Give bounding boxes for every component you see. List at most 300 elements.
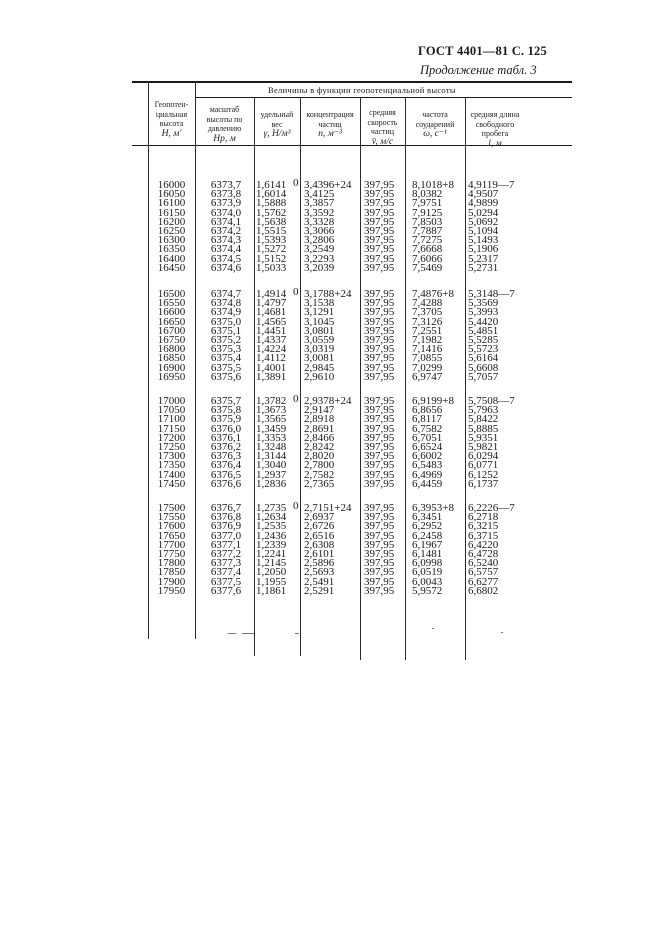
table-cell: 6375,4	[210, 352, 242, 365]
table-cell: 5,2317	[468, 252, 499, 265]
table-cell: 6375,9	[210, 413, 242, 426]
table-cell: 1,4681	[256, 306, 287, 319]
table-cell: 2,6937	[304, 511, 335, 524]
table-cell: 16950	[157, 370, 186, 383]
table-cell: 1,5762	[256, 206, 287, 219]
table-cell: 397,95	[364, 468, 395, 481]
table-cell: 16550	[157, 297, 186, 310]
column-v-group-1	[364, 290, 404, 382]
table-cell: 6,9199+8	[412, 395, 454, 407]
table-cell: 1,2339	[256, 538, 287, 551]
table-cell: 16700	[157, 324, 186, 337]
table-cell: 397,95	[364, 538, 395, 551]
table-cell: 6,4459	[412, 477, 443, 490]
table-cell: 397,95	[364, 343, 395, 356]
table-cell: 397,95	[364, 450, 395, 463]
table-cell: 3,0559	[304, 333, 335, 346]
table-cell: 6376,8	[210, 511, 242, 524]
table-cell: 5,3148—7	[468, 288, 515, 300]
table-cell: 2,9147	[304, 404, 335, 417]
column-v-group-0	[364, 181, 404, 273]
table-cell: 3,1045	[304, 315, 335, 328]
column-l-group-0	[468, 181, 524, 273]
table-cell: 16900	[157, 361, 186, 374]
super-header-rule	[195, 97, 572, 98]
table-cell: 6374,4	[210, 243, 242, 256]
table-cell: 6376,3	[210, 450, 242, 463]
table-cell: 2,6516	[304, 529, 335, 542]
page-header: ГОСТ 4401—81 С. 125	[418, 44, 547, 58]
column-omega-group-3	[412, 504, 464, 596]
table-cell: 1,2735	[256, 502, 287, 514]
table-cell: 2,7582	[304, 468, 335, 481]
table-cell: 16650	[157, 315, 186, 328]
table-cell: 7,9751	[412, 197, 443, 210]
table-cell: 2,6308	[304, 538, 335, 551]
table-cell: 1,3144	[256, 450, 287, 463]
table-cell: 6375,1	[210, 324, 242, 337]
table-cell: 6,6524	[412, 440, 443, 453]
column-l-group-2	[468, 397, 524, 489]
table-cell: 5,9351	[468, 431, 499, 444]
table-cell: 6,6002	[412, 450, 443, 463]
table-cell: 6,0998	[412, 557, 443, 570]
table-cell: 6374,6	[210, 261, 242, 274]
table-cell: 3,3328	[304, 215, 335, 228]
table-cell: 6,9747	[412, 370, 443, 383]
table-cell: 1,4224	[256, 343, 287, 356]
table-cell: 5,1906	[468, 243, 499, 256]
table-cell: 8,1018+8	[412, 179, 454, 191]
table-cell: 397,95	[364, 520, 395, 533]
table-cell: 5,6608	[468, 361, 499, 374]
table-cell: 7,4876+8	[412, 288, 454, 300]
table-cell: 5,8885	[468, 422, 499, 435]
table-cell: 5,4851	[468, 324, 499, 337]
column-l-group-1	[468, 290, 524, 382]
table-cell: 5,0294	[468, 206, 499, 219]
continuation-label: Продолжение табл. 3	[420, 63, 537, 77]
table-cell: 2,7151+24	[304, 502, 352, 514]
table-cell: 5,1094	[468, 224, 499, 237]
table-cell: 397,95	[364, 224, 395, 237]
table-cell: 7,2551	[412, 324, 443, 337]
column-Hp-group-3	[200, 504, 252, 596]
table-cell: 1,2050	[256, 566, 287, 579]
gamma-exponent-marker: 0	[293, 393, 299, 405]
table-cell: 6376,2	[210, 440, 242, 453]
header-pressure-scale-height: масштаб высоты по давлению Hp, м	[206, 105, 243, 144]
table-cell: 397,95	[364, 502, 395, 514]
table-cell: 397,95	[364, 252, 395, 265]
table-cell: 7,9125	[412, 206, 443, 219]
table-cell: 7,1416	[412, 343, 443, 356]
column-gamma-group-3	[256, 504, 300, 596]
table-cell: 5,8422	[468, 413, 499, 426]
table-cell: 3,0801	[304, 324, 335, 337]
table-cell: 17150	[157, 422, 186, 435]
table-cell: 5,6164	[468, 352, 499, 365]
table-cell: 3,2293	[304, 252, 335, 265]
column-v-group-2	[364, 397, 404, 489]
table-cell: 6377,6	[210, 584, 242, 597]
table-cell: 17350	[157, 459, 186, 472]
table-cell: 17900	[157, 575, 186, 588]
table-cell: 6375,0	[210, 315, 242, 328]
table-cell: 16800	[157, 343, 186, 356]
table-cell: 6,8117	[412, 413, 442, 426]
table-cell: 5,0692	[468, 215, 499, 228]
column-Hp-group-1	[200, 290, 252, 382]
table-cell: 5,5285	[468, 333, 499, 346]
table-cell: 5,9572	[412, 584, 443, 597]
gamma-exponent-marker: 0	[293, 500, 299, 512]
table-cell: 6373,8	[210, 188, 242, 201]
table-cell: 1,6141	[256, 179, 287, 191]
table-cell: 1,3565	[256, 413, 287, 426]
table-cell: 6375,7	[210, 395, 242, 407]
table-cell: 17500	[157, 502, 186, 514]
table-cell: 2,5896	[304, 557, 335, 570]
table-cell: 397,95	[364, 261, 395, 274]
column-divider	[254, 98, 255, 656]
table-cell: 6373,9	[210, 197, 242, 210]
table-cell: 6376,7	[210, 502, 242, 514]
table-cell: 397,95	[364, 584, 395, 597]
table-cell: 3,1291	[304, 306, 335, 319]
table-cell: 7,6668	[412, 243, 443, 256]
table-cell: 17100	[157, 413, 186, 426]
table-cell: 17850	[157, 566, 186, 579]
table-cell: 17700	[157, 538, 186, 551]
table-cell: 6,4220	[468, 538, 499, 551]
table-cell: 2,8918	[304, 413, 335, 426]
table-cell: 1,4914	[256, 288, 287, 300]
table-cell: 6375,6	[210, 370, 242, 383]
table-cell: 6,5757	[468, 566, 499, 579]
table-cell: 3,3592	[304, 206, 335, 219]
table-cell: 397,95	[364, 511, 395, 524]
table-cell: 6,5240	[468, 557, 499, 570]
header-particle-concentration: концентрация частиц n, м⁻³	[306, 110, 354, 139]
column-divider	[195, 81, 196, 639]
header-specific-weight: удельный вес γ, Н/м³	[260, 110, 294, 139]
header-mean-free-path: средняя длина свободного пробега l, м	[470, 110, 520, 149]
table-cell: 2,7800	[304, 459, 335, 472]
table-cell: 2,9378+24	[304, 395, 352, 407]
column-n-group-1	[304, 290, 360, 382]
table-cell: 397,95	[364, 206, 395, 219]
table-cell: 1,3353	[256, 431, 287, 444]
table-cell: 7,3705	[412, 306, 443, 319]
column-omega-group-2	[412, 397, 464, 489]
table-cell: 1,5152	[256, 252, 287, 265]
table-cell: 2,8020	[304, 450, 335, 463]
table-cell: 6,0294	[468, 450, 499, 463]
table-cell: 6377,3	[210, 557, 242, 570]
table-cell: 2,8242	[304, 440, 335, 453]
table-cell: 7,0299	[412, 361, 443, 374]
table-cell: 4,9507	[468, 188, 499, 201]
table-cell: 397,95	[364, 297, 395, 310]
table-cell: 17300	[157, 450, 186, 463]
table-cell: 6,2226—7	[468, 502, 515, 514]
table-cell: 6,6277	[468, 575, 499, 588]
table-cell: 397,95	[364, 431, 395, 444]
table-cell: 397,95	[364, 459, 395, 472]
table-cell: 7,8503	[412, 215, 443, 228]
table-cell: 1,4797	[256, 297, 287, 310]
table-cell: 397,95	[364, 361, 395, 374]
table-cell: 397,95	[364, 179, 395, 191]
table-cell: 2,5491	[304, 575, 335, 588]
table-cell: 17400	[157, 468, 186, 481]
table-cell: 397,95	[364, 197, 395, 210]
table-cell: 397,95	[364, 324, 395, 337]
table-top-rule	[132, 81, 572, 83]
table-cell: 6376,0	[210, 422, 242, 435]
table-cell: 6373,7	[210, 179, 242, 191]
table-cell: 1,3459	[256, 422, 287, 435]
header-collision-frequency: частота соударений ω, с⁻¹	[415, 110, 455, 139]
table-cell: 7,7275	[412, 234, 443, 247]
table-cell: 6,3715	[468, 529, 499, 542]
table-cell: 1,1955	[256, 575, 287, 588]
table-cell: 16050	[157, 188, 186, 201]
table-cell: 397,95	[364, 243, 395, 256]
column-Hp-group-0	[200, 181, 252, 273]
table-cell: 397,95	[364, 404, 395, 417]
column-H-group-0	[148, 181, 195, 273]
table-cell: 6374,0	[210, 206, 242, 219]
table-cell: 3,0319	[304, 343, 335, 356]
column-gamma-group-0	[256, 181, 300, 273]
table-cell: 6377,4	[210, 566, 242, 579]
table-cell: 1,4001	[256, 361, 287, 374]
table-cell: 397,95	[364, 395, 395, 407]
table-cell: 1,3782	[256, 395, 287, 407]
table-cell: 6,6802	[468, 584, 499, 597]
table-cell: 6377,1	[210, 538, 242, 551]
table-cell: 6374,3	[210, 234, 242, 247]
table-cell: 6,8656	[412, 404, 443, 417]
table-cell: 16100	[157, 197, 186, 210]
column-v-group-3	[364, 504, 404, 596]
table-cell: 16350	[157, 243, 186, 256]
column-omega-group-1	[412, 290, 464, 382]
table-cell: 17550	[157, 511, 186, 524]
table-cell: 6376,9	[210, 520, 242, 533]
table-cell: 1,2634	[256, 511, 287, 524]
table-cell: 7,4288	[412, 297, 443, 310]
table-cell: 397,95	[364, 440, 395, 453]
table-cell: 17750	[157, 547, 186, 560]
table-cell: 397,95	[364, 234, 395, 247]
table-cell: 3,2806	[304, 234, 335, 247]
table-cell: 1,5272	[256, 243, 287, 256]
table-cell: 397,95	[364, 575, 395, 588]
table-cell: 6,2952	[412, 520, 443, 533]
table-cell: 397,95	[364, 333, 395, 346]
table-cell: 6376,4	[210, 459, 242, 472]
table-cell: 16600	[157, 306, 186, 319]
table-cell: 1,2937	[256, 468, 287, 481]
table-cell: 5,7057	[468, 370, 499, 383]
table-cell: 6374,1	[210, 215, 242, 228]
table-cell: 17800	[157, 557, 186, 570]
table-cell: 6,2458	[412, 529, 443, 542]
table-cell: 397,95	[364, 315, 395, 328]
table-cell: 397,95	[364, 413, 395, 426]
table-cell: 6,7582	[412, 422, 443, 435]
table-cell: 17200	[157, 431, 186, 444]
table-cell: 3,4125	[304, 188, 335, 201]
table-cell: 6377,2	[210, 547, 242, 560]
column-n-group-2	[304, 397, 360, 489]
table-cell: 16200	[157, 215, 186, 228]
table-cell: 6,1481	[412, 547, 443, 560]
gamma-exponent-marker: 0	[293, 286, 299, 298]
table-cell: 397,95	[364, 422, 395, 435]
table-cell: 3,2039	[304, 261, 335, 274]
table-cell: 2,8691	[304, 422, 335, 435]
super-header: Величины в функции геопотенциальной высоты	[268, 85, 456, 95]
table-cell: 6377,5	[210, 575, 242, 588]
table-cell: 397,95	[364, 370, 395, 383]
scan-artifact	[242, 633, 254, 634]
table-cell: 397,95	[364, 477, 395, 490]
table-cell: 1,4337	[256, 333, 287, 346]
table-cell: 7,6066	[412, 252, 443, 265]
table-cell: 5,3993	[468, 306, 499, 319]
table-cell: 6,0519	[412, 566, 443, 579]
table-cell: 17450	[157, 477, 186, 490]
table-cell: 7,0855	[412, 352, 443, 365]
column-omega-group-0	[412, 181, 464, 273]
table-cell: 8,0382	[412, 188, 443, 201]
table-cell: 17600	[157, 520, 186, 533]
table-cell: 3,2549	[304, 243, 335, 256]
column-H-group-2	[148, 397, 195, 489]
column-divider	[360, 98, 361, 660]
column-H-group-3	[148, 504, 195, 596]
table-cell: 3,1788+24	[304, 288, 352, 300]
column-divider	[300, 98, 301, 656]
table-cell: 397,95	[364, 188, 395, 201]
table-cell: 6,4969	[412, 468, 443, 481]
table-cell: 1,2836	[256, 477, 287, 490]
scan-artifact	[432, 628, 434, 629]
table-cell: 6374,7	[210, 288, 242, 300]
table-cell: 6374,8	[210, 297, 242, 310]
table-cell: 1,5638	[256, 215, 287, 228]
table-cell: 5,9821	[468, 440, 499, 453]
table-cell: 6,4728	[468, 547, 499, 560]
table-cell: 3,4396+24	[304, 179, 352, 191]
table-cell: 1,6014	[256, 188, 287, 201]
table-cell: 16150	[157, 206, 186, 219]
table-cell: 17250	[157, 440, 186, 453]
column-divider	[405, 98, 406, 660]
table-cell: 4,9119—7	[468, 179, 515, 191]
table-cell: 6,1252	[468, 468, 499, 481]
table-cell: 3,3857	[304, 197, 335, 210]
table-cell: 6375,8	[210, 404, 242, 417]
table-cell: 1,2241	[256, 547, 287, 560]
table-cell: 6,3215	[468, 520, 499, 533]
table-cell: 5,5723	[468, 343, 499, 356]
table-cell: 1,2145	[256, 557, 287, 570]
table-cell: 6376,1	[210, 431, 242, 444]
table-cell: 5,2731	[468, 261, 499, 274]
table-cell: 7,5469	[412, 261, 443, 274]
table-cell: 6,0043	[412, 575, 443, 588]
table-cell: 1,2535	[256, 520, 287, 533]
table-cell: 2,7365	[304, 477, 335, 490]
table-cell: 2,6101	[304, 547, 335, 560]
column-n-group-0	[304, 181, 360, 273]
table-cell: 6374,2	[210, 224, 242, 237]
table-cell: 16850	[157, 352, 186, 365]
table-cell: 1,3891	[256, 370, 287, 383]
scan-artifact	[295, 633, 299, 634]
table-cell: 6374,9	[210, 306, 242, 319]
table-cell: 1,4565	[256, 315, 287, 328]
table-cell: 5,3569	[468, 297, 499, 310]
table-cell: 5,1493	[468, 234, 499, 247]
column-gamma-group-1	[256, 290, 300, 382]
column-divider	[465, 98, 466, 660]
table-cell: 16250	[157, 224, 186, 237]
table-cell: 16750	[157, 333, 186, 346]
table-cell: 1,2436	[256, 529, 287, 542]
table-cell: 2,9845	[304, 361, 335, 374]
table-cell: 1,3040	[256, 459, 287, 472]
table-cell: 2,9610	[304, 370, 335, 383]
table-cell: 6,5483	[412, 459, 443, 472]
column-H-group-1	[148, 290, 195, 382]
table-cell: 6377,0	[210, 529, 242, 542]
table-cell: 6375,2	[210, 333, 242, 346]
table-cell: 7,1982	[412, 333, 443, 346]
column-Hp-group-2	[200, 397, 252, 489]
table-cell: 1,5888	[256, 197, 287, 210]
table-cell: 16300	[157, 234, 186, 247]
table-cell: 3,1538	[304, 297, 335, 310]
table-cell: 397,95	[364, 288, 395, 300]
table-cell: 1,5393	[256, 234, 287, 247]
table-cell: 6,0771	[468, 459, 499, 472]
table-cell: 6376,6	[210, 477, 242, 490]
scan-artifact	[501, 632, 503, 633]
table-cell: 397,95	[364, 557, 395, 570]
table-cell: 4,9899	[468, 197, 499, 210]
table-cell: 2,5291	[304, 584, 335, 597]
table-cell: 6376,5	[210, 468, 242, 481]
table-cell: 17950	[157, 584, 186, 597]
table-cell: 397,95	[364, 566, 395, 579]
table-cell: 1,5033	[256, 261, 287, 274]
table-cell: 2,8466	[304, 431, 335, 444]
table-cell: 2,5693	[304, 566, 335, 579]
table-cell: 6,7051	[412, 431, 443, 444]
table-cell: 17050	[157, 404, 186, 417]
table-cell: 1,1861	[256, 584, 287, 597]
table-cell: 1,3248	[256, 440, 287, 453]
table-cell: 5,4420	[468, 315, 499, 328]
table-cell: 397,95	[364, 215, 395, 228]
table-cell: 16500	[157, 288, 186, 300]
